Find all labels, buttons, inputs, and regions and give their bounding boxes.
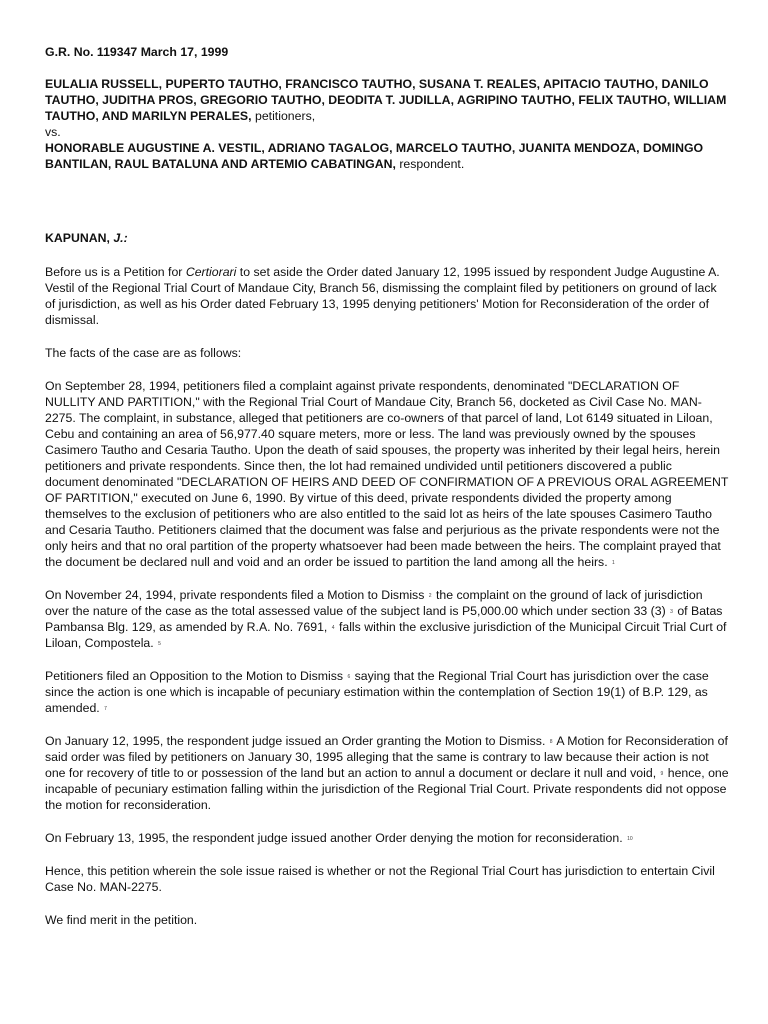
- paragraph-5-text-a: Petitioners filed an Opposition to the Motion to Dismiss: [45, 669, 344, 683]
- petitioners-line: [45, 76, 729, 124]
- paragraph-5: [45, 668, 729, 716]
- paragraph-2: The facts of the case are as follows:: [45, 346, 242, 360]
- footnote-ref-10[interactable]: 10: [627, 836, 633, 842]
- paragraph-6-text-a: On January 12, 1995, the respondent judge issued an Order granting the Motion to Dismiss.: [45, 734, 546, 748]
- paragraph-6: [45, 733, 729, 813]
- footnote-ref-5[interactable]: 5: [158, 641, 161, 647]
- petitioners-names: EULALIA RUSSELL, PUPERTO TAUTHO, FRANCISCO TAUTHO, SUSANA T. REALES, APITACIO TAUTHO, DANILO TAUTHO, JUDITHA PROS, GREGORIO TAUTHO, DEODITA T. JUDILLA, AGRIPINO TAUTHO, FELIX TAUTHO, WILLIAM TAUTHO, AND MARILYN PERALES,: [45, 77, 727, 123]
- paragraph-8: Hence, this petition wherein the sole issue raised is whether or not the Regional Trial Court has jurisdiction to entertain Civil Case No. MAN-2275.: [45, 864, 715, 894]
- paragraph-4-text-a: On November 24, 1994, private respondents filed a Motion to Dismiss: [45, 588, 425, 602]
- certiorari-term: Certiorari: [185, 265, 237, 279]
- footnote-ref-8[interactable]: 8: [549, 739, 553, 745]
- paragraph-6-text-b: A Motion for Reconsideration of said order was filed by petitioners on January 30, 1995 alleging that the same is contrary to law because their action is not one for recovery of title to or possession of the land but an action to annul a document or declare it null and void,: [45, 734, 728, 780]
- paragraph-4-text-d: falls within the exclusive jurisdiction of the Municipal Circuit Trial Curt of Liloan, Compostela.: [45, 620, 727, 650]
- footnote-ref-6[interactable]: 6: [347, 674, 351, 680]
- versus-label: vs.: [45, 125, 61, 139]
- respondents-names: HONORABLE AUGUSTINE A. VESTIL, ADRIANO TAGALOG, MARCELO TAUTHO, JUANITA MENDOZA, DOMINGO BANTILAN, RAUL BATALUNA AND ARTEMIO CABATINGAN,: [45, 141, 704, 171]
- document: [45, 44, 729, 945]
- petitioners-role: petitioners,: [254, 109, 316, 123]
- ponente-title: J.:: [113, 231, 128, 245]
- case-number: G.R. No. 119347 March 17, 1999: [45, 45, 229, 59]
- footnote-ref-9[interactable]: 9: [660, 771, 664, 777]
- paragraph-7: [45, 830, 729, 846]
- footnote-ref-4[interactable]: 4: [331, 625, 335, 631]
- respondents-line: [45, 140, 729, 172]
- footnote-ref-3[interactable]: 3: [670, 609, 673, 615]
- paragraph-6-text-c: hence, one incapable of pecuniary estimation falling within the jurisdiction of the Regional Trial Court. Private respondents did not oppose the motion for reconsideration.: [45, 766, 729, 812]
- paragraph-4: [45, 587, 729, 651]
- footnote-ref-7[interactable]: 7: [104, 706, 107, 712]
- paragraph-7-text: On February 13, 1995, the respondent judge issued another Order denying the motion for reconsideration.: [45, 831, 623, 845]
- paragraph-1-text-a: Before us is a Petition for: [45, 265, 186, 279]
- paragraph-5-text-b: saying that the Regional Trial Court has jurisdiction over the case since the action is one which is incapable of pecuniary estimation within the contemplation of Section 19(1) of B.P. 129, as amended.: [45, 669, 709, 715]
- paragraph-3-text: On September 28, 1994, petitioners filed a complaint against private respondents, denominated "DECLARATION OF NULLITY AND PARTITION," with the Regional Trial Court of Mandaue City, Branch 56, docketed as Civil Case No. MAN-2275. The complaint, in substance, alleged that petitioners are co-owners of that parcel of land, Lot 6149 situated in Liloan, Cebu and containing an area of 56,977.40 square meters, more or less. The land was previously owned by the spouses Casimero Tautho and Cesaria Tautho. Upon the death of said spouses, the property was inherited by their legal heirs, herein petitioners and private respondents. Since then, the lot had remained undivided until petitioners discovered a public document denominated "DECLARATION OF HEIRS AND DEED OF CONFIRMATION OF A PREVIOUS ORAL AGREEMENT OF PARTITION," executed on June 6, 1990. By virtue of this deed, private respondents divided the property among themselves to the exclusion of petitioners who are also entitled to the said lot as heirs of the late spouses Casimero Tautho and Cesaria Tautho. Petitioners claimed that the document was false and perjurious as the private respondents were not the only heirs and that no oral partition of the property whatsoever had been made between the heirs. The complaint prayed that the document be declared null and void and an order be issued to partition the land among all the heirs.: [45, 379, 729, 569]
- case-caption: [45, 76, 729, 172]
- paragraph-3: [45, 378, 729, 570]
- ponente: [45, 230, 729, 246]
- paragraph-4-text-b: the complaint on the ground of lack of jurisdiction over the nature of the case as the total assessed value of the subject land is P5,000.00 which under section 33 (3): [45, 588, 703, 618]
- paragraph-4-text-c: of Batas Pambansa Blg. 129, as amended by R.A. No. 7691,: [45, 604, 723, 634]
- footnote-ref-1[interactable]: 1: [612, 560, 615, 566]
- paragraph-1: [45, 264, 729, 328]
- paragraph-9: We find merit in the petition.: [45, 913, 198, 927]
- paragraph-1-text-b: to set aside the Order dated January 12, 1995 issued by respondent Judge Augustine A. Vestil of the Regional Trial Court of Mandaue City, Branch 56, dismissing the complaint filed by petitioners on ground of lack of jurisdiction, as well as his Order dated February 13, 1995 denying petitioners' Motion for Reconsideration of the order of dismissal.: [45, 265, 720, 327]
- footnote-ref-2[interactable]: 2: [428, 593, 432, 599]
- respondents-role: respondent.: [399, 157, 465, 171]
- ponente-name: KAPUNAN,: [45, 231, 110, 245]
